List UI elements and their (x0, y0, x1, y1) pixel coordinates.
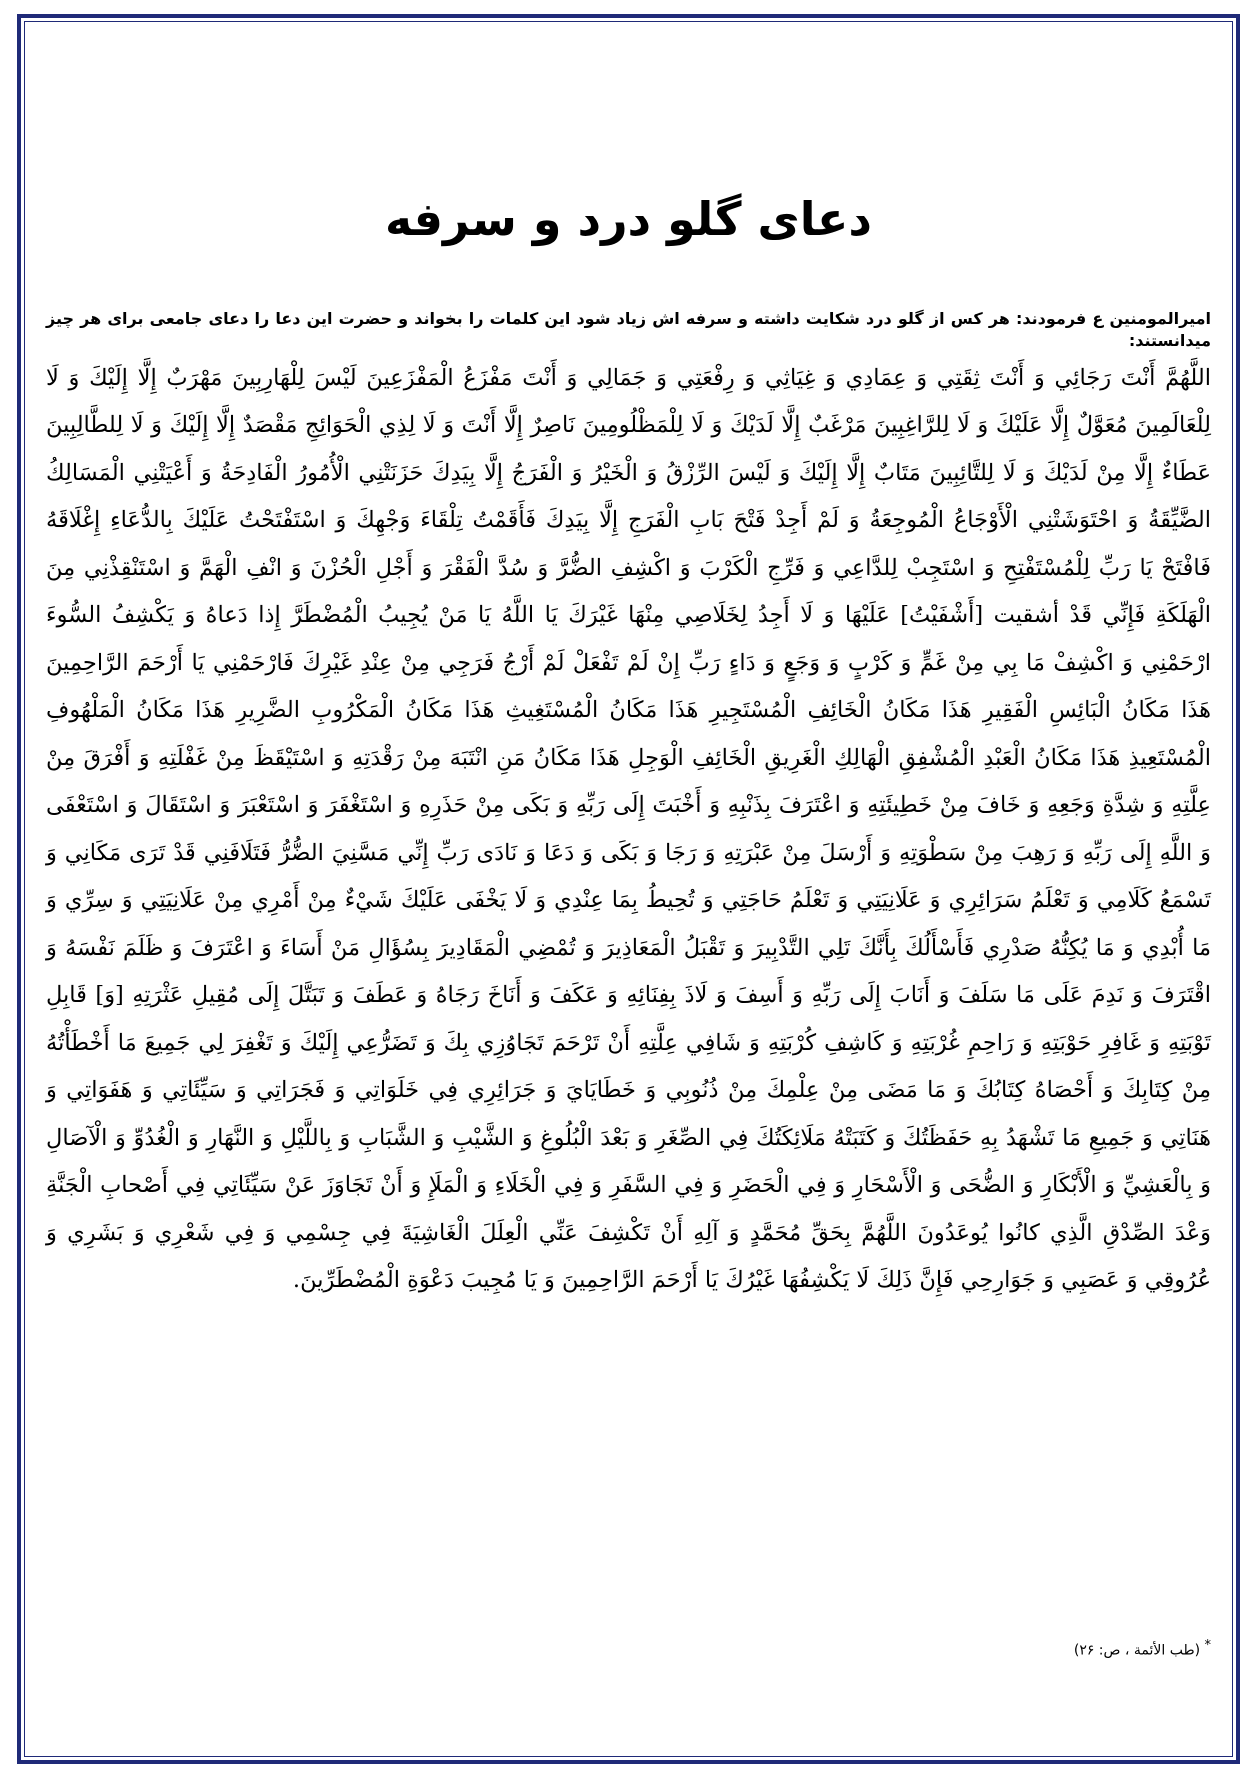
footnote-marker: * (1204, 1638, 1211, 1653)
footnote-source: (طب الأئمة ، ص: ۲۶) (1073, 1642, 1201, 1659)
intro-paragraph: امیرالمومنین ع فرمودند: هر کس از گلو درد شکایت داشته و سرفه اش زیاد شود این کلمات را بخواند و حضرت این دعا را دعای جامعی برای هر چیز میدانستند: (46, 308, 1211, 351)
document-body (46, 190, 1211, 1305)
prayer-text: اللَّهُمَّ أَنْتَ رَجَائِي وَ أَنْتَ ثِقَتِي وَ عِمَادِي وَ غِيَاثِي وَ رِفْعَتِي وَ جَمَالِي وَ أَنْتَ مَفْزَعُ الْمَفْزَعِينَ لَيْسَ لِلْهَارِبِينَ مَهْرَبٌ إِلَّا إِلَيْكَ وَ لَا لِلْعَالَمِينَ مُعَوَّلٌ إِلَّا عَلَيْكَ وَ لَا لِلرَّاغِبِينَ مَرْغَبٌ إِلَّا لَدَيْكَ وَ لَا لِلْمَظْلُومِينَ نَاصِرٌ إِلَّا أَنْتَ وَ لَا لِذِي الْحَوَائِجِ مَقْصَدٌ إِلَّا إِلَيْكَ وَ لَا لِلطَّالِبِينَ عَطَاءٌ إِلَّا مِنْ لَدَيْكَ وَ لَا لِلتَّائِبِينَ مَتَابٌ إِلَّا إِلَيْكَ وَ لَيْسَ الرِّزْقُ وَ الْخَيْرُ وَ الْفَرَجُ إِلَّا بِيَدِكَ حَزَنَتْنِي الْأُمُورُ الْفَادِحَةُ وَ أَعْيَتْنِي الْمَسَالِكُ الضَّيِّقَةُ وَ احْتَوَشَتْنِي الْأَوْجَاعُ الْمُوجِعَةُ وَ لَمْ أَجِدْ فَتْحَ بَابِ الْفَرَجِ إِلَّا بِيَدِكَ فَأَقَمْتُ تِلْقَاءَ وَجْهِكَ وَ اسْتَفْتَحْتُ عَلَيْكَ بِالدُّعَاءِ إِغْلَاقَهُ فَافْتَحْ يَا رَبِّ لِلْمُسْتَفْتِحِ وَ اسْتَجِبْ لِلدَّاعِي وَ فَرِّجِ الْكَرْبَ وَ اكْشِفِ الضُّرَّ وَ سُدَّ الْفَقْرَ وَ أَجْلِ الْحُزْنَ وَ انْفِ الْهَمَّ وَ اسْتَنْقِذْنِي مِنَ الْهَلَكَةِ فَإِنِّي قَدْ أشقيت [أَشْفَيْتُ] عَلَيْهَا وَ لَا أَجِدُ لِخَلَاصِي مِنْهَا غَيْرَكَ يَا اللَّهُ يَا مَنْ يُجِيبُ الْمُضْطَرَّ إِذا دَعاهُ وَ يَكْشِفُ السُّوءَ ارْحَمْنِي وَ اكْشِفْ مَا بِي مِنْ غَمٍّ وَ كَرْبٍ وَ وَجَعٍ وَ دَاءٍ رَبِّ إِنْ لَمْ تَفْعَلْ لَمْ أَرْجُ فَرَجِي مِنْ عِنْدِ غَيْرِكَ فَارْحَمْنِي يَا أَرْحَمَ الرَّاحِمِينَ هَذَا مَكَانُ الْبَائِسِ الْفَقِيرِ هَذَا مَكَانُ الْخَائِفِ الْمُسْتَجِيرِ هَذَا مَكَانُ الْمُسْتَغِيثِ هَذَا مَكَانُ الْمَكْرُوبِ الضَّرِيرِ هَذَا مَكَانُ الْمَلْهُوفِ الْمُسْتَعِيذِ هَذَا مَكَانُ الْعَبْدِ الْمُشْفِقِ الْهَالِكِ الْغَرِيقِ الْخَائِفِ الْوَجِلِ هَذَا مَكَانُ مَنِ انْتَبَهَ مِنْ رَقْدَتِهِ وَ اسْتَيْقَظَ مِنْ غَفْلَتِهِ وَ أَفْرَقَ مِنْ عِلَّتِهِ وَ شِدَّةِ وَجَعِهِ وَ خَافَ مِنْ خَطِيئَتِهِ وَ اعْتَرَفَ بِذَنْبِهِ وَ أَخْبَتَ إِلَى رَبِّهِ وَ بَكَى مِنْ حَذَرِهِ وَ اسْتَغْفَرَ وَ اسْتَعْبَرَ وَ اسْتَقَالَ وَ اسْتَعْفَى وَ اللَّهِ إِلَى رَبِّهِ وَ رَهِبَ مِنْ سَطْوَتِهِ وَ أَرْسَلَ مِنْ عَبْرَتِهِ وَ رَجَا وَ بَكَى وَ دَعَا وَ نَادَى رَبِّ إِنِّي مَسَّنِيَ الضُّرُّ فَتَلَافَنِي قَدْ تَرَى مَكَانِي وَ تَسْمَعُ كَلَامِي وَ تَعْلَمُ سَرَائِرِي وَ عَلَانِيَتِي وَ تَعْلَمُ حَاجَتِي وَ تُحِيطُ بِمَا عِنْدِي وَ لَا يَخْفَى عَلَيْكَ شَيْءٌ مِنْ أَمْرِي مِنْ عَلَانِيَتِي وَ سِرِّي وَ مَا أُبْدِي وَ مَا يُكِنُّهُ صَدْرِي فَأَسْأَلُكَ بِأَنَّكَ تَلِي التَّدْبِيرَ وَ تَقْبَلُ الْمَعَاذِيرَ وَ تُمْضِي الْمَقَادِيرَ بِسُؤَالِ مَنْ أَسَاءَ وَ اعْتَرَفَ وَ ظَلَمَ نَفْسَهُ وَ اقْتَرَفَ وَ نَدِمَ عَلَى مَا سَلَفَ وَ أَنَابَ إِلَى رَبِّهِ وَ أَسِفَ وَ لَاذَ بِفِنَائِهِ وَ عَكَفَ وَ أَنَاخَ رَجَاهُ وَ عَطَفَ وَ تَبَتَّلَ إِلَى مُقِيلِ عَثْرَتِهِ [وَ] قَابِلِ تَوْبَتِهِ وَ غَافِرِ حَوْبَتِهِ وَ رَاحِمِ غُرْبَتِهِ وَ كَاشِفِ كُرْبَتِهِ وَ شَافِي عِلَّتِهِ أَنْ تَرْحَمَ تَجَاوُزِي بِكَ وَ تَضَرُّعِي إِلَيْكَ وَ تَغْفِرَ لِي جَمِيعَ مَا أَخْطَأْتُهُ مِنْ كِتَابِكَ وَ أَحْصَاهُ كِتَابُكَ وَ مَا مَضَى مِنْ عِلْمِكَ مِنْ ذُنُوبِي وَ خَطَايَايَ وَ جَرَائِرِي فِي خَلَوَاتِي وَ فَجَرَاتِي وَ سَيِّئَاتِي وَ هَفَوَاتِي وَ هَنَاتِي وَ جَمِيعِ مَا تَشْهَدُ بِهِ حَفَظَتُكَ وَ كَتَبَتْهُ مَلَائِكَتُكَ فِي الصِّغَرِ وَ بَعْدَ الْبُلُوغِ وَ الشَّيْبِ وَ الشَّبَابِ وَ بِاللَّيْلِ وَ النَّهَارِ وَ الْغُدُوِّ وَ الْآصَالِ وَ بِالْعَشِيِّ وَ الْأَبْكَارِ وَ الضُّحَى وَ الْأَسْحَارِ وَ فِي الْحَضَرِ وَ فِي السَّفَرِ وَ فِي الْخَلَاءِ وَ الْمَلَإِ وَ أَنْ تَجَاوَزَ عَنْ سَيِّئَاتِي فِي أَصْحابِ الْجَنَّةِ وَعْدَ الصِّدْقِ الَّذِي كانُوا يُوعَدُونَ اللَّهُمَّ بِحَقِّ مُحَمَّدٍ وَ آلِهِ أَنْ تَكْشِفَ عَنِّي الْعِلَلَ الْغَاشِيَةَ فِي جِسْمِي وَ فِي شَعْرِي وَ بَشَرِي وَ عُرُوقِي وَ عَصَبِي وَ جَوَارِحِي فَإِنَّ ذَلِكَ لَا يَكْشِفُهَا غَيْرُكَ يَا أَرْحَمَ الرَّاحِمِينَ وَ يَا مُجِيبَ دَعْوَةِ الْمُضْطَرِّينَ. (46, 364, 1211, 1294)
footnote (46, 1638, 1211, 1659)
page-title: دعای گلو درد و سرفه (384, 192, 873, 246)
